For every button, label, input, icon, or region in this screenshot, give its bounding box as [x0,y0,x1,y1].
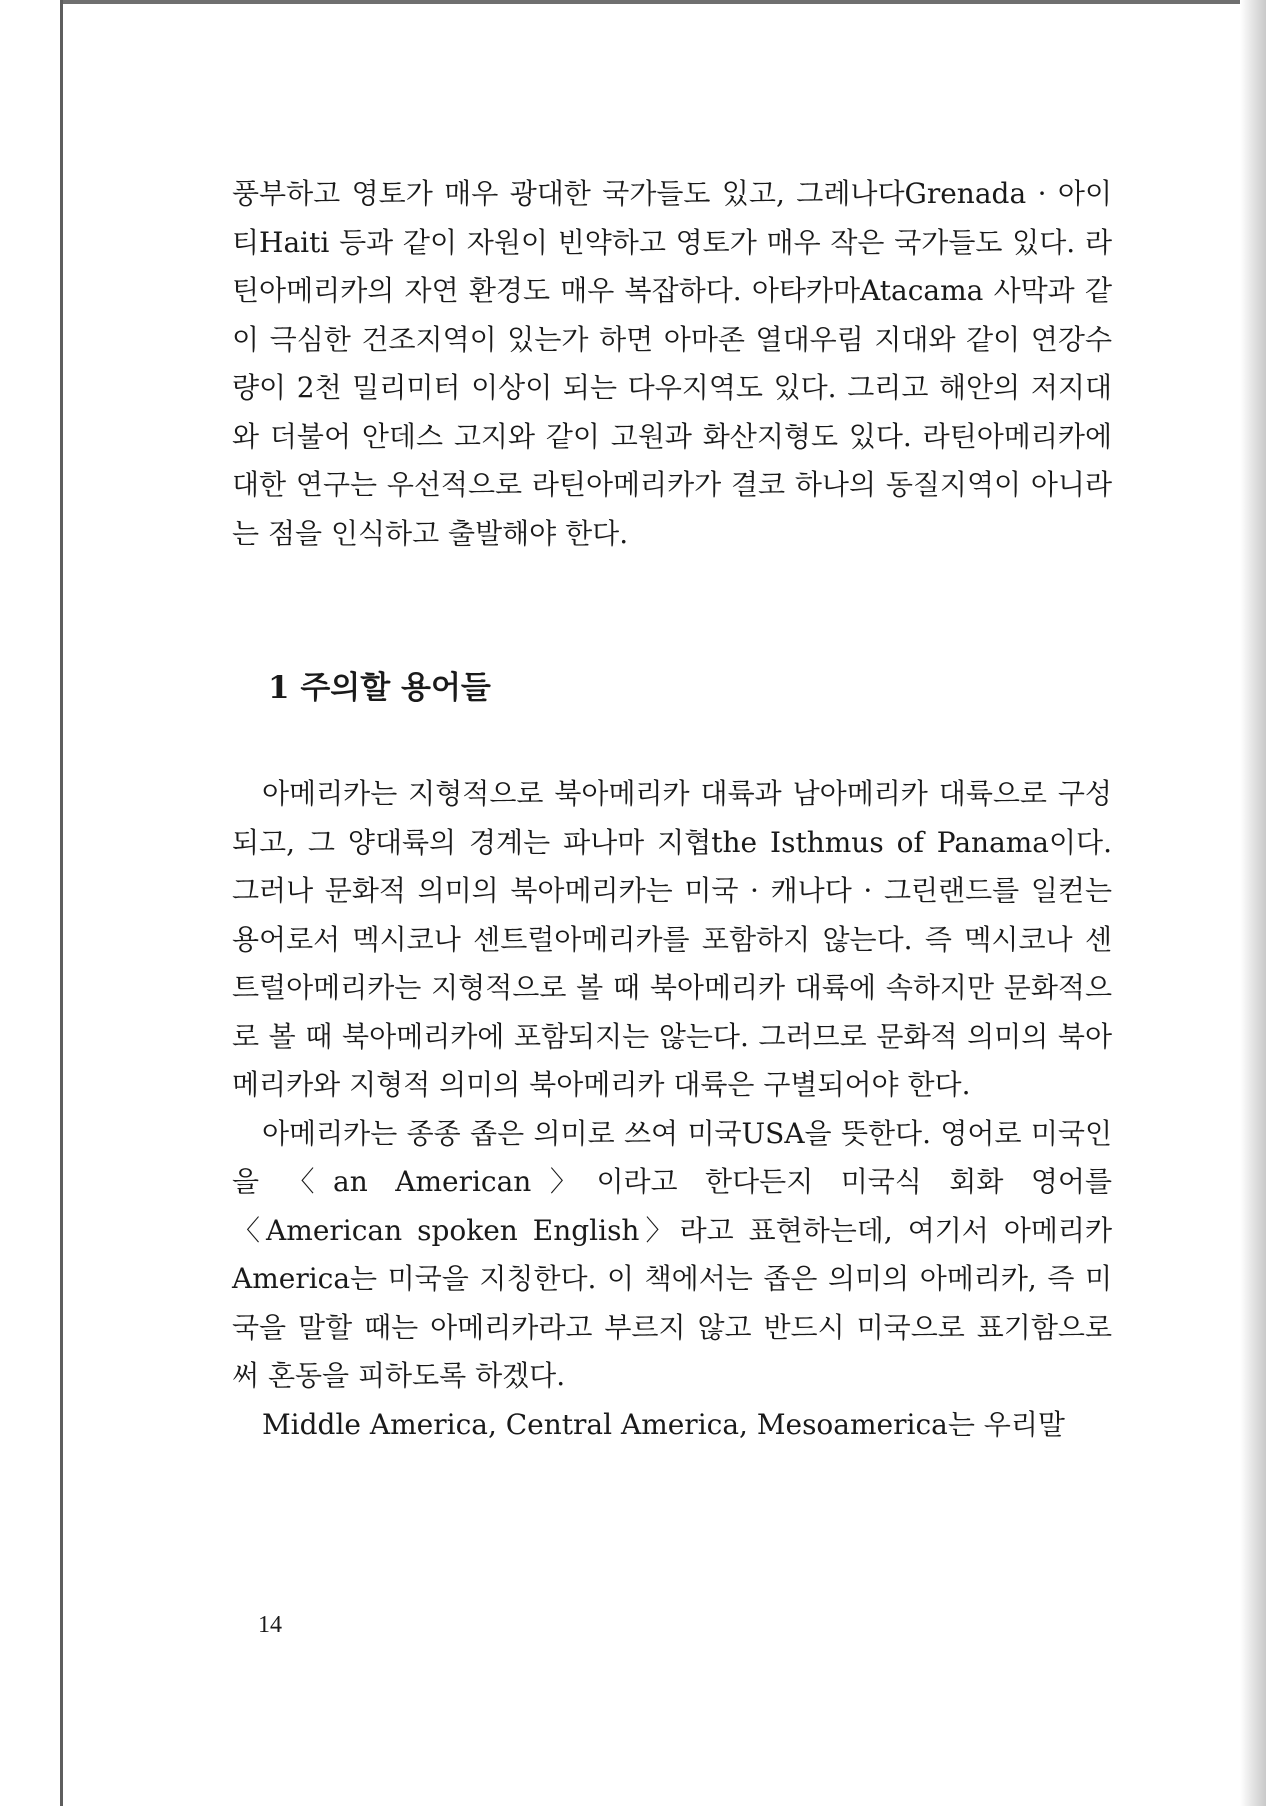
page-right-shadow [1240,0,1266,1806]
page-body [232,170,1112,1449]
page-top-edge [60,0,1240,4]
page-number: 14 [258,1612,282,1638]
body-paragraph-3: Middle America, Central America, Mesoamerica는 우리말 [262,1407,1065,1441]
section-heading: 1 주의할 용어들 [268,670,491,706]
body-paragraph-1: 아메리카는 지형적으로 북아메리카 대륙과 남아메리카 대륙으로 구성되고, 그 양대륙의 경계는 파나마 지협the Isthmus of Panama이다. 그러나 문화적 의미의 북아메리카는 미국 · 캐나다 · 그린랜드를 일컫는 용어로서 멕시코나 센트럴아메리카를 포함하지 않는다. 즉 멕시코나 센트럴아메리카는 지형적으로 볼 때 북아메리카 대륙에 속하지만 문화적으로 볼 때 북아메리카에 포함되지는 않는다. 그러므로 문화적 의미의 북아메리카와 지형적 의미의 북아메리카 대륙은 구별되어야 한다. [232,777,1112,1101]
page-left-edge [60,0,63,1806]
body-paragraph-2: 아메리카는 종종 좁은 의미로 쓰여 미국USA을 뜻한다. 영어로 미국인을 〈an American〉이라고 한다든지 미국식 회화 영어를 〈American spoken English〉라고 표현하는데, 여기서 아메리카America는 미국을 지칭한다. 이 책에서는 좁은 의미의 아메리카, 즉 미국을 말할 때는 아메리카라고 부르지 않고 반드시 미국으로 표기함으로써 혼동을 피하도록 하겠다. [232,1116,1112,1392]
intro-paragraph: 풍부하고 영토가 매우 광대한 국가들도 있고, 그레나다Grenada · 아이티Haiti 등과 같이 자원이 빈약하고 영토가 매우 작은 국가들도 있다. 라틴아메리카의 자연 환경도 매우 복잡하다. 아타카마Atacama 사막과 같이 극심한 건조지역이 있는가 하면 아마존 열대우림 지대와 같이 연강수량이 2천 밀리미터 이상이 되는 다우지역도 있다. 그리고 해안의 저지대와 더불어 안데스 고지와 같이 고원과 화산지형도 있다. 라틴아메리카에 대한 연구는 우선적으로 라틴아메리카가 결코 하나의 동질지역이 아니라는 점을 인식하고 출발해야 한다. [232,177,1112,550]
